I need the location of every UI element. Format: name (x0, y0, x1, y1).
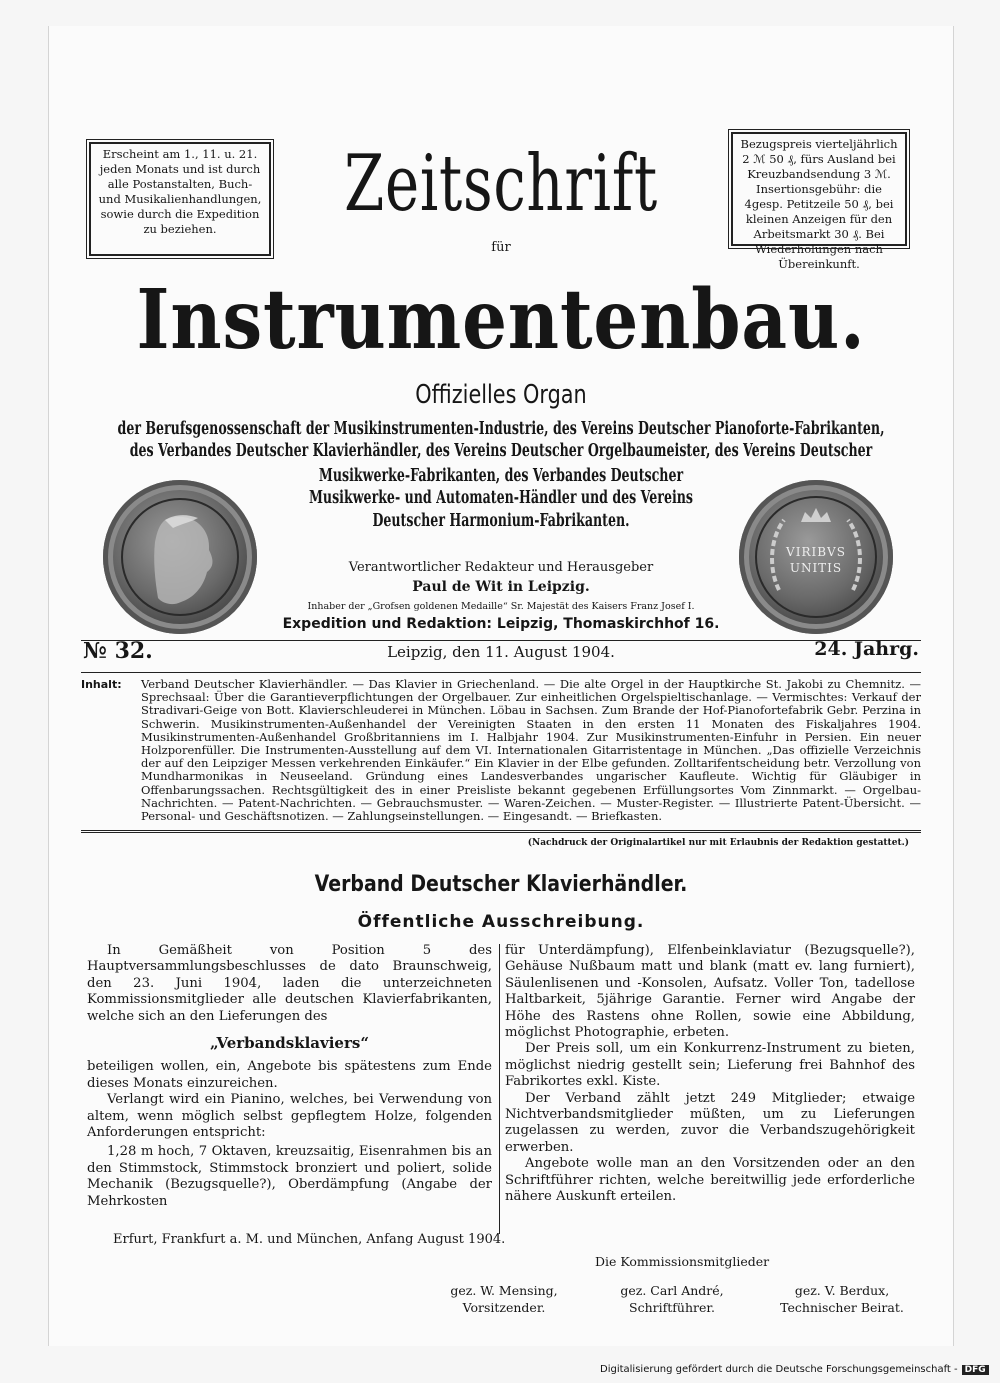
signature-name: gez. V. Berdux, (794, 1283, 890, 1298)
signature-berdux (767, 1282, 917, 1316)
left-para-2: beteiligen wollen, ein, Angebote bis spätestens zum Ende dieses Monats einzureichen. (87, 1059, 492, 1091)
signature-role: Schriftführer. (629, 1300, 715, 1315)
place-date: Erfurt, Frankfurt a. M. und München, Anfang August 1904. (113, 1232, 506, 1247)
signature-name: gez. Carl André, (620, 1283, 724, 1298)
dfg-logo-icon: DFG (962, 1365, 989, 1375)
right-para-2: Der Preis soll, um ein Konkurrenz-Instrument zu bieten, möglichst niedrig gestellt sein; Lieferung frei Bahnhof des Fabrikortes exkl. Kiste. (505, 1041, 915, 1090)
masthead-title-instrumentenbau: Instrumentenbau. (136, 272, 866, 368)
organ-line-4: Musikwerke- und Automaten-Händler und des Vereins (308, 488, 694, 508)
signature-mensing (429, 1282, 579, 1316)
newspaper-page (48, 26, 954, 1346)
editor-label: Verantwortlicher Redakteur und Herausgeber (348, 560, 654, 575)
table-of-contents (81, 678, 921, 823)
signature-name: gez. W. Mensing, (450, 1283, 558, 1298)
organ-line-5: Deutscher Harmonium-Fabrikanten. (372, 511, 630, 531)
organ-line-2: des Verbandes Deutscher Klavierhändler, des Vereins Deutscher Orgelbaumeister, des Vereins Deutscher (129, 441, 873, 461)
commission-members-label: Die Kommissionsmitglieder (595, 1254, 770, 1269)
credit-text: Digitalisierung gefördert durch die Deutsche Forschungsgemeinschaft - (600, 1364, 958, 1375)
verbandsklavier-title: „Verbandsklaviers“ (210, 1034, 369, 1053)
issue-year: 24. Jahrg. (814, 638, 919, 660)
rule-below-toc (81, 830, 921, 833)
column-divider (499, 944, 500, 1234)
medal-holder-note: Inhaber der „Grofsen goldenen Medaille“ Sr. Majestät des Kaisers Franz Josef I. (307, 601, 695, 612)
price-info-text: Bezugspreis vierteljährlich 2 ℳ 50 ₰, fürs Ausland bei Kreuzbandsendung 3 ℳ. Insertionsgebühr: die 4gesp. Petitzeile 50 ₰, bei kleinen Anzeigen für den Arbeitsmarkt 30 ₰. Bei Wiederholungen nach Übereinkunft. (740, 137, 898, 271)
reprint-notice: (Nachdruck der Originalartikel nur mit Erlaubnis der Redaktion gestattet.) (527, 838, 909, 848)
organ-line-1: der Berufsgenossenschaft der Musikinstrumenten-Industrie, des Vereins Deutscher Pianoforte-Fabrikanten, (117, 419, 885, 439)
article-heading: Verband Deutscher Klavierhändler. (314, 872, 688, 897)
masthead-title-zeitschrift: Zeitschrift (344, 139, 658, 229)
signature-andre (597, 1282, 747, 1316)
masthead-fuer: für (491, 240, 511, 255)
left-para-1: In Gemäßheit von Position 5 des Hauptversammlungsbeschlusses de dato Braunschweig, den 23. Juni 1904, laden die unterzeichneten Kommissionsmitglieder alle deutschen Klavierfabrikanten, welche sich an den Lieferungen des (87, 943, 492, 1024)
issue-number: № 32. (83, 638, 153, 664)
right-para-3: Der Verband zählt jetzt 249 Mitglieder; etwaige Nichtverbandsmitglieder müßten, um zu Lieferungen zugelassen zu werden, zuvor die Verbandszugehörigkeit erwerben. (505, 1090, 915, 1155)
digitization-credit (600, 1364, 989, 1375)
left-para-4: 1,28 m hoch, 7 Oktaven, kreuzsaitig, Eisenrahmen bis an den Stimmstock, Stimmstock bronziert und poliert, solide Mechanik (Bezugsquelle?), Oberdämpfung (Angabe der Mehrkosten (87, 1144, 492, 1209)
rule-top (81, 640, 921, 641)
right-para-1: für Unterdämpfung), Elfenbeinklaviatur (Bezugsquelle?), Gehäuse Nußbaum matt und blank (matt ev. lang furniert), Säulenlisenen und -Konsolen, Aufsatz. Voller Ton, tadellose Haltbarkeit, 5jährige Garantie. Ferner wird Angabe der Höhe des Rastens ohne Rollen, sowie eine Abbildung, möglichst Photographie, erbeten. (505, 943, 915, 1041)
signature-role: Vorsitzender. (462, 1300, 546, 1315)
publication-info-text: Erscheint am 1., 11. u. 21. jeden Monats und ist durch alle Postanstalten, Buch- und Musikalienhandlungen, sowie durch die Expedition zu beziehen. (98, 147, 262, 236)
official-organ-heading: Offizielles Organ (415, 380, 587, 410)
organ-line-3: Musikwerke-Fabrikanten, des Verbandes Deutscher (318, 466, 684, 486)
article-subheading: Öffentliche Ausschreibung. (357, 912, 645, 932)
right-para-4: Angebote wolle man an den Vorsitzenden oder an den Schriftführer richten, welche bereitwillig jede erforderliche nähere Auskunft erteilen. (505, 1156, 915, 1205)
issue-date: Leipzig, den 11. August 1904. (387, 643, 615, 661)
article-left-column (87, 943, 492, 1210)
signature-role: Technischer Beirat. (780, 1300, 904, 1315)
toc-label: Inhalt: (81, 678, 122, 691)
editor-name: Paul de Wit in Leipzig. (412, 579, 590, 595)
toc-text: Verband Deutscher Klavierhändler. — Das Klavier in Griechenland. — Die alte Orgel in der Hauptkirche St. Jakobi zu Chemnitz. — Sprechsaal: Über die Garantieverpflichtungen der Orgelbauer. Zur einheitlichen Orgelspieltischanlage. — Vermischtes: Verkauf der Stradivari-Geige von Bott. Klavierschleuderei in München. Löbau in Sachsen. Zum Brande der Hof-Pianofortefabrik Gebr. Perzina in Schwerin. Musikinstrumenten-Außenhandel der Vereinigten Staaten in den ersten 11 Monaten des Fiskaljahres 1904. Musikinstrumenten-Außenhandel Großbritanniens im I. Halbjahr 1904. Zur Musikinstrumenten-Einfuhr in Persien. Ein neuer Holzporenfüller. Die Instrumenten-Ausstellung auf dem VI. Internationalen Gitarristentage in München. „Das offizielle Verzeichnis der auf den Leipziger Messen verkehrenden Einkäufer.“ Ein Klavier in der Elbe gefunden. Zolltarifentscheidung betr. Verzollung von Mundharmonikas in Neuseeland. Gründung eines Landesverbandes ungarischer Kaufleute. Wichtig für Gläubiger in Offenbarungssachen. Rechtsgültigkeit des in einer Preisliste bekannt gegebenen Erfüllungsortes Vom Zinnmarkt. — Orgelbau-Nachrichten. — Patent-Nachrichten. — Gebrauchsmuster. — Waren-Zeichen. — Muster-Register. — Illustrierte Patent-Übersicht. — Personal- und Geschäftsnotizen. — Zahlungseinstellungen. — Eingesandt. — Briefkasten. (141, 677, 921, 824)
rule-below-issue (81, 672, 921, 673)
expedition-address: Expedition und Redaktion: Leipzig, Thomaskirchhof 16. (282, 616, 720, 632)
article-right-column (505, 943, 915, 1206)
left-para-3: Verlangt wird ein Pianino, welches, bei Verwendung von altem, wenn möglich selbst gepflegtem Holze, folgenden Anforderungen entspricht: (87, 1092, 492, 1141)
medal-inscription: VIRIBVS UNITIS (786, 545, 846, 575)
